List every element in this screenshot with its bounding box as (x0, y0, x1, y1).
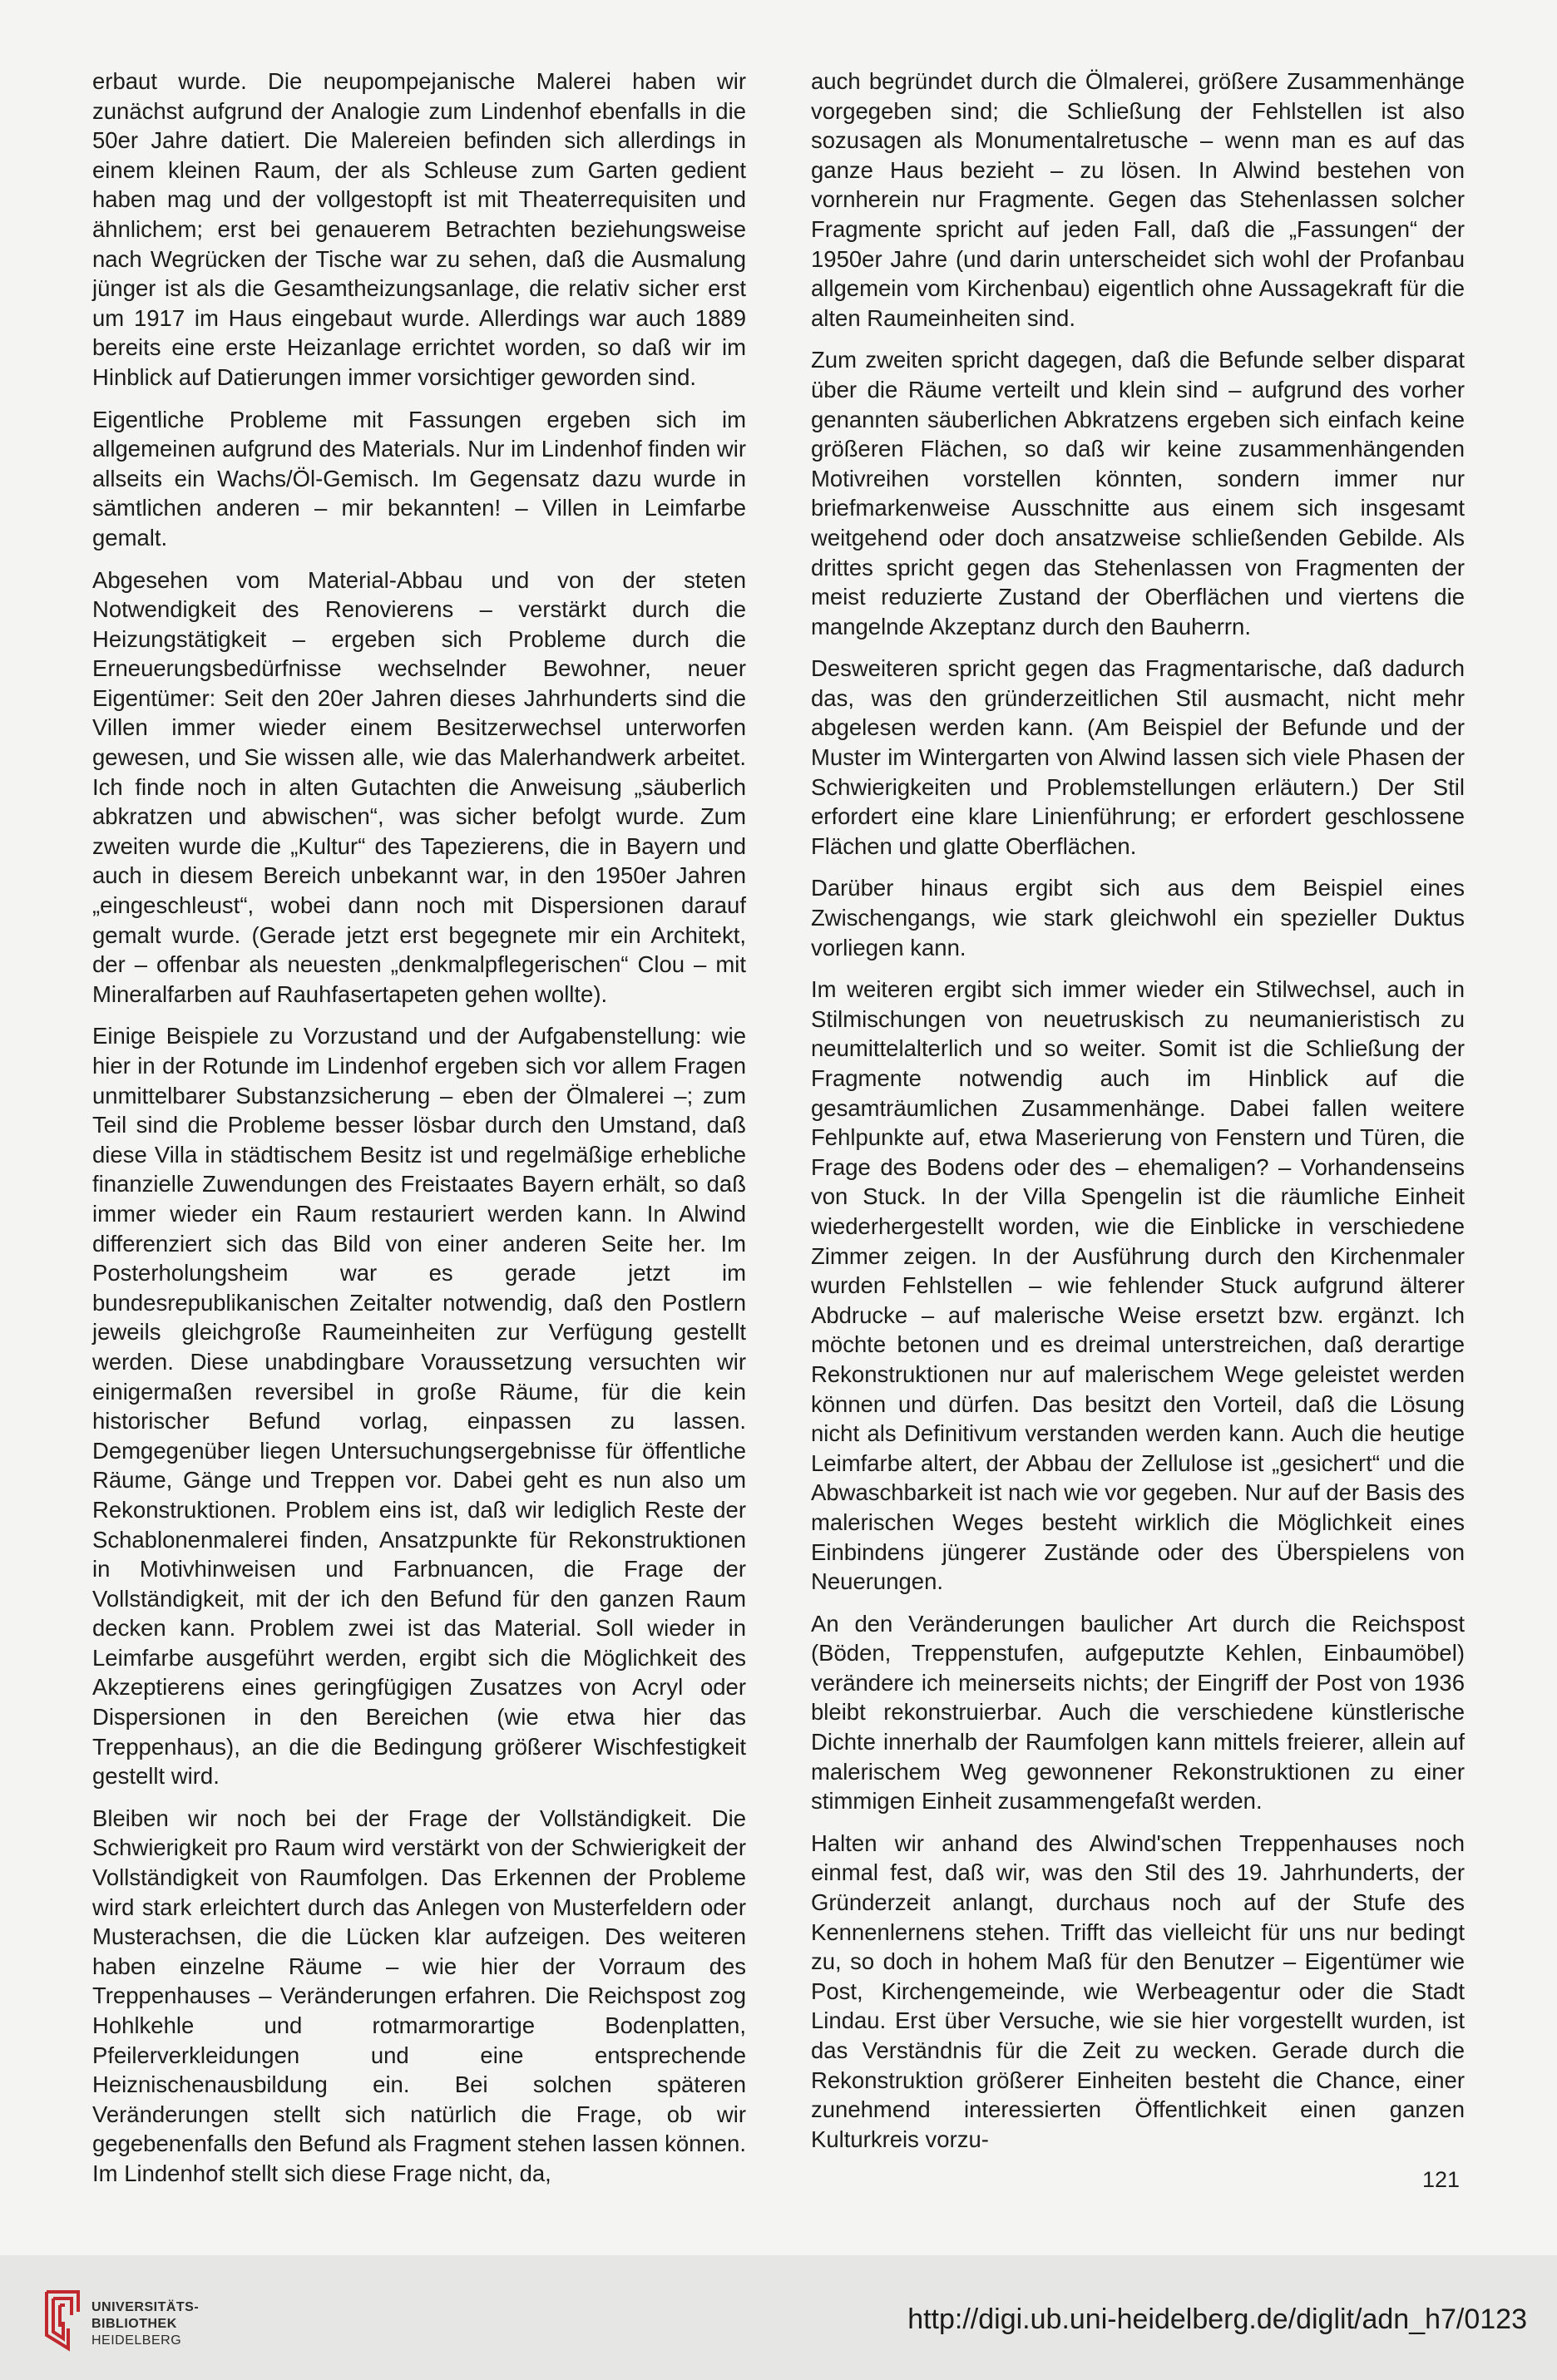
paragraph: erbaut wurde. Die neupompejanische Malerei haben wir zunächst aufgrund der Analogie zum Lindenhof ebenfalls in die 50er Jahre datiert. Die Malereien befinden sich allerdings in einem kleinen Raum, der als Schleuse zum Garten gedient haben mag und der vollgestopft ist mit Theaterrequisiten und ähnlichem; erst bei genauerem Betrachten beziehungsweise nach Wegrücken der Tische war zu sehen, daß die Ausmalung jünger ist als die Gesamtheizungsanlage, die relativ sicher erst um 1917 im Haus eingebaut wurde. Allerdings war auch 1889 bereits eine erste Heizanlage errichtet worden, so daß wir im Hinblick auf Datierungen immer vorsichtiger geworden sind. (92, 68, 746, 390)
library-name-line: UNIVERSITÄTS- (91, 2300, 200, 2314)
permalink-url[interactable]: http://digi.ub.uni-heidelberg.de/diglit/adn_h7/0123 (907, 2303, 1527, 2335)
page-number: 121 (1421, 2167, 1460, 2192)
ub-heidelberg-logo-icon[interactable] (35, 2287, 93, 2353)
paragraph: Eigentliche Probleme mit Fassungen ergeben sich im allgemeinen aufgrund des Materials. Nur im Lindenhof finden wir allseits ein Wachs/Öl-Gemisch. Im Gegensatz dazu wurde in sämtlichen anderen – mir bekannten! – Villen in Leimfarbe gemalt. (92, 406, 746, 551)
paragraph: Einige Beispiele zu Vorzustand und der Aufgabenstellung: wie hier in der Rotunde im Lindenhof ergeben sich vor allem Fragen unmittelbarer Substanzsicherung – eben der Ölmalerei –; zum Teil sind die Probleme besser lösbar durch den Umstand, daß diese Villa in städtischem Besitz ist und regelmäßige erhebliche finanzielle Zuwendungen des Freistaates Bayern erhält, so daß immer wieder ein Raum restauriert werden kann. In Alwind differenziert sich das Bild von einer anderen Seite her. Im Posterholungsheim war es gerade jetzt im bundesrepublikanischen Zeitalter notwendig, daß den Postlern jeweils gleichgroße Raumeinheiten zur Verfügung gestellt werden. Diese unabdingbare Voraussetzung versuchten wir einigermaßen reversibel in große Räume, für die kein historischer Befund vorlag, einpassen zu lassen. Demgegenüber liegen Untersuchungsergebnisse für öffentliche Räume, Gänge und Treppen vor. Dabei geht es nun also um Rekonstruktionen. Problem eins ist, daß wir lediglich Reste der Schablonenmalerei finden, Ansatzpunkte für Rekonstruktionen in Motivhinweisen und Farbnuancen, die Frage der Vollständigkeit, mit der ich den Befund für den ganzen Raum decken kann. Problem zwei ist das Material. Soll wieder in Leimfarbe ausgeführt werden, ergibt sich die Möglichkeit des Akzeptierens eines geringfügigen Zusatzes von Acryl oder Dispersionen in den Bereichen (wie etwa hier das Treppenhaus), an die die Bedingung größerer Wischfestigkeit gestellt wird. (92, 1023, 746, 1790)
paragraph: Desweiteren spricht gegen das Fragmentarische, daß dadurch das, was den gründerzeitlichen Stil ausmacht, nicht mehr abgelesen werden kann. (Am Beispiel der Befunde und der Muster im Wintergarten von Alwind lassen sich viele Phasen der Schwierigkeiten und Problemstellungen erläutern.) Der Stil erfordert eine klare Linienführung; er erfordert geschlossene Flächen und glatte Oberflächen. (811, 655, 1465, 859)
library-name-line: BIBLIOTHEK (91, 2317, 177, 2331)
paragraph: Im weiteren ergibt sich immer wieder ein Stilwechsel, auch in Stilmischungen von neuetruskisch zu neumanieristisch zu neumittelalterlich und so weiter. Somit ist die Schließung der Fragmente notwendig auch im Hinblick auf die gesamträumlichen Zusammenhänge. Dabei fallen weitere Fehlpunkte auf, etwa Maserierung von Fenstern und Türen, die Frage des Bodens oder des – ehemaligen? – Vorhandenseins von Stuck. In der Villa Spengelin ist die räumliche Einheit wiederhergestellt worden, wie die Einblicke in verschiedene Zimmer zeigen. In der Ausführung durch den Kirchenmaler wurden Fehlstellen – wie fehlender Stuck aufgrund älterer Abdrucke – auf malerische Weise ersetzt bzw. ergänzt. Ich möchte betonen und es dreimal unterstreichen, daß derartige Rekonstruktionen nur auf malerischem Wege geleistet werden können und dürfen. Das besitzt den Vorteil, daß die Lösung nicht als Definitivum verstanden werden kann. Auch die heutige Leimfarbe altert, der Abbau der Zellulose ist „gesichert“ und die Abwaschbarkeit ist nach wie vor gegeben. Nur auf der Basis des malerischen Weges besteht wirklich die Möglichkeit eines Einbindens jüngerer Zustände oder des Überspielens von Neuerungen. (811, 976, 1465, 1595)
paragraph: An den Veränderungen baulicher Art durch die Reichspost (Böden, Treppenstufen, aufgeputzte Kehlen, Einbaumöbel) verändere ich meinerseits nichts; der Eingriff der Post von 1936 bleibt rekonstruierbar. Auch die verschiedene künstlerische Dichte innerhalb der Raumfolgen kann mittels freierer, allein auf malerischem Weg gewonnener Rekonstruktionen zu einer stimmigen Einheit zusammengefaßt werden. (811, 1610, 1465, 1815)
paragraph: auch begründet durch die Ölmalerei, größere Zusammenhänge vorgegeben sind; die Schließung der Fehlstellen ist also sozusagen als Monumentalretusche – wenn man es auf das ganze Haus bezieht – zu lösen. In Alwind bestehen von vornherein nur Fragmente. Gegen das Stehenlassen solcher Fragmente spricht auf jeden Fall, daß die „Fassungen“ der 1950er Jahre (und darin unterscheidet sich wohl der Profanbau allgemein vom Kirchenbau) eigentlich ohne Aussagekraft für die alten Raumeinheiten sind. (811, 68, 1465, 331)
paragraph: Darüber hinaus ergibt sich aus dem Beispiel eines Zwischengangs, wie stark gleichwohl ein spezieller Duktus vorliegen kann. (811, 875, 1465, 960)
paragraph: Zum zweiten spricht dagegen, daß die Befunde selber disparat über die Räume verteilt und klein sind – aufgrund des vorher genannten säuberlichen Abkratzens ergeben sich einfach keine größeren Flächen, so daß wir keine zusammenhängenden Motivreihen vorstellen könnten, sondern immer nur briefmarkenweise Ausschnitte aus einem sich insgesamt weitgehend oder doch ansatzweise schließenden Gebilde. Als drittes spricht gegen das Stehenlassen von Fragmenten der meist reduzierte Zustand der Oberflächen und viertens die mangelnde Akzeptanz durch den Bauherrn. (811, 347, 1465, 639)
right-column (811, 67, 1465, 2166)
library-name (91, 2299, 199, 2349)
left-column (92, 67, 746, 2201)
library-name-line: HEIDELBERG (91, 2333, 182, 2348)
paragraph: Halten wir anhand des Alwind'schen Treppenhauses noch einmal fest, daß wir, was den Stil des 19. Jahrhunderts, der Gründerzeit anlangt, durchaus noch auf der Stufe des Kennenlernens stehen. Trifft das vielleicht für uns nur bedingt zu, so doch in hohem Maß für den Benutzer – Eigentümer wie Post, Kirchengemeinde, wie Werbeagentur oder die Stadt Lindau. Erst über Versuche, wie sie hier vorgestellt wurden, ist das Verständnis für die Zeit zu wecken. Gerade durch die Rekonstruktion größerer Einheiten besteht die Chance, einer zunehmend interessierten Öffentlichkeit einen ganzen Kulturkreis vorzu- (811, 1829, 1465, 2152)
footer-bar (0, 2255, 1557, 2380)
paragraph: Abgesehen vom Material-Abbau und von der steten Notwendigkeit des Renovierens – verstärkt durch die Heizungstätigkeit – ergeben sich Probleme durch die Erneuerungsbedürfnisse wechselnder Bewohner, neuer Eigentümer: Seit den 20er Jahren dieses Jahrhunderts sind die Villen immer wieder einem Besitzerwechsel unterworfen gewesen, und Sie wissen alle, wie das Malerhandwerk arbeitet. Ich finde noch in alten Gutachten die Anweisung „säuberlich abkratzen und abwischen“, was sicher befolgt wurde. Zum zweiten wurde die „Kultur“ des Tapezierens, die in Bayern und auch in diesem Bereich unbekannt war, in den 1950er Jahren „eingeschleust“, wobei dann noch mit Dispersionen darauf gemalt wurde. (Gerade jetzt erst begegnete mir ein Architekt, der – offenbar als neuesten „denkmalpflegerischen“ Clou – mit Mineralfarben auf Rauhfasertapeten gehen wollte). (92, 566, 746, 1007)
paragraph: Bleiben wir noch bei der Frage der Vollständigkeit. Die Schwierigkeit pro Raum wird verstärkt von der Schwierigkeit der Vollständigkeit von Raumfolgen. Das Erkennen der Probleme wird stark erleichtert durch das Anlegen von Musterfeldern oder Musterachsen, die die Lücken klar aufzeigen. Des weiteren haben einzelne Räume – wie hier der Vorraum des Treppenhauses – Veränderungen erfahren. Die Reichspost zog Hohlkehle und rotmarmorartige Bodenplatten, Pfeilerverkleidungen und eine entsprechende Heiznischenausbildung ein. Bei solchen späteren Veränderungen stellt sich natürlich die Frage, ob wir gegebenenfalls den Befund als Fragment stehen lassen können. Im Lindenhof stellt sich diese Frage nicht, da, (92, 1805, 746, 2186)
